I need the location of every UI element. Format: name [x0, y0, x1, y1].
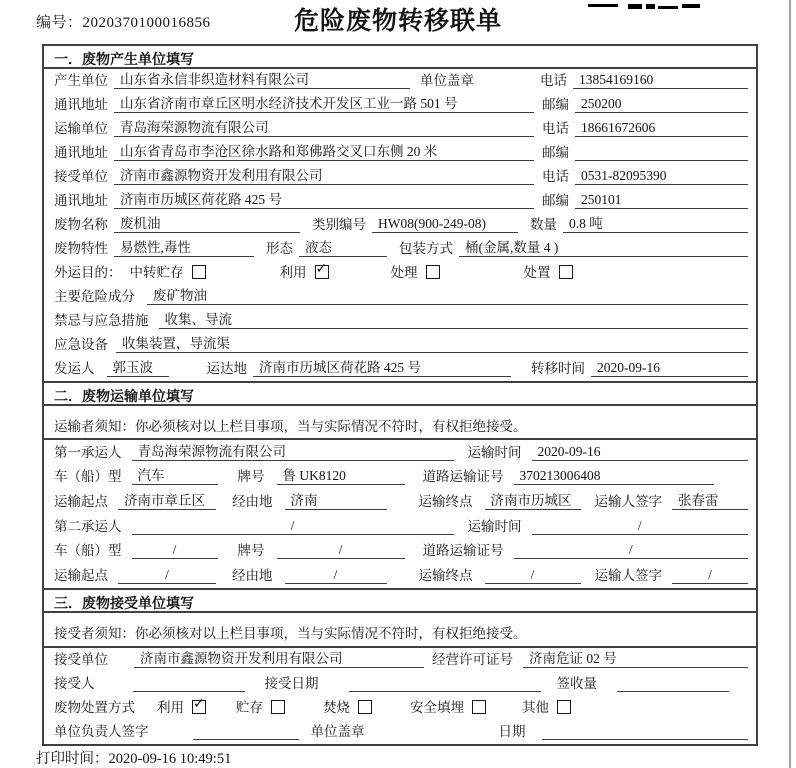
carrier-sign-label: 运输人签字	[594, 568, 662, 584]
packing-label: 包装方式	[399, 241, 453, 256]
waste-name-label: 废物名称	[54, 217, 108, 232]
receive-person-value	[133, 675, 245, 692]
option-label: 利用	[279, 265, 307, 280]
checkbox-icon	[557, 700, 571, 714]
option-label: 处置	[523, 265, 551, 280]
option-label: 贮存	[236, 700, 263, 715]
row-sender	[44, 357, 756, 381]
producer-label: 产生单位	[54, 73, 108, 88]
route-start-value: 济南市章丘区	[118, 492, 216, 510]
phone-value: 18661672606	[575, 119, 748, 137]
row-emergency-equipment	[44, 333, 756, 357]
receiver-notice: 接受者须知：你必须核对以上栏目事项，当与实际情况不符时，有权拒绝接受。	[44, 613, 756, 648]
row-route2	[44, 563, 756, 588]
receipt-qty-value	[617, 675, 729, 692]
address-value: 山东省济南市章丘区明水经济技术开发区工业一路 501 号	[114, 95, 534, 113]
option-label: 利用	[157, 700, 184, 715]
receipt-qty-label: 签收量	[556, 676, 597, 691]
address-label: 通讯地址	[54, 193, 108, 208]
waste-name-value: 废机油	[114, 215, 300, 233]
carrier-sign-label: 运输人签字	[594, 494, 662, 510]
route-via-value: /	[285, 566, 387, 584]
print-time-label: 打印时间：	[36, 751, 109, 767]
row-route1	[44, 489, 756, 514]
vehicle-type-label: 车（船）型	[54, 543, 122, 559]
purpose-option-use	[280, 264, 329, 281]
category-value: HW08(900-249-08)	[372, 215, 518, 233]
row-vehicle2	[44, 539, 756, 564]
row-producer	[44, 69, 756, 93]
vehicle-type-label: 车（船）型	[54, 469, 122, 485]
row-vehicle1	[44, 465, 756, 490]
zip-value: 250200	[575, 95, 748, 113]
transfer-time-value: 2020-09-16	[591, 359, 748, 377]
quantity-value: 0.8 吨	[563, 215, 748, 233]
character-label: 废物特性	[54, 241, 108, 256]
option-label: 中转贮存	[129, 265, 184, 280]
route-via-label: 经由地	[232, 494, 273, 510]
equipment-label: 应急设备	[54, 337, 108, 352]
phone-label: 电话	[542, 169, 569, 184]
road-permit-value: 370213006408	[514, 467, 714, 485]
qr-code-fragment	[588, 0, 700, 9]
road-permit-label: 道路运输证号	[422, 469, 504, 485]
transport-time-label: 运输时间	[467, 444, 522, 460]
option-label: 处理	[390, 265, 418, 280]
route-end-label: 运输终点	[418, 568, 473, 584]
disposal-option-landfill	[410, 699, 486, 716]
receive-unit-value: 济南市鑫源物资开发利用有限公司	[134, 650, 424, 668]
taboo-label: 禁忌与应急措施	[54, 313, 149, 328]
unit-stamp-label: 单位盖章	[310, 724, 365, 739]
phone-value: 0531-82095390	[575, 167, 748, 185]
manifest-table	[42, 44, 758, 746]
disposal-option-burn	[323, 699, 372, 716]
checkbox-icon	[358, 700, 372, 714]
carrier-sign-value: 张春雷	[672, 492, 748, 510]
transporter-notice: 运输者须知：你必须核对以上栏目事项，当与实际情况不符时，有权拒绝接受。	[44, 406, 756, 440]
route-end-value: /	[485, 566, 581, 584]
checkbox-icon	[315, 265, 329, 279]
route-end-value: 济南市历城区	[485, 492, 581, 510]
character-value: 易燃性,毒性	[114, 239, 254, 257]
phone-label: 电话	[540, 73, 567, 88]
row-purpose	[44, 261, 756, 285]
route-via-label: 经由地	[232, 568, 273, 584]
section3-header: 三．废物接受单位填写	[44, 590, 756, 613]
zip-label: 邮编	[542, 97, 569, 112]
sender-label: 发运人	[54, 361, 95, 376]
row-waste-character	[44, 237, 756, 261]
sender-value: 郭玉波	[107, 359, 169, 377]
address-value: 济南市历城区荷花路 425 号	[114, 191, 534, 209]
row-taboo-measures	[44, 309, 756, 333]
destination-value: 济南市历城区荷花路 425 号	[253, 359, 511, 377]
row-hazard-component	[44, 285, 756, 309]
carrier2-label: 第二承运人	[54, 518, 122, 534]
disposal-option-other	[522, 699, 571, 716]
zip-value: 250101	[575, 191, 748, 209]
route-via-value: 济南	[285, 492, 387, 510]
option-label: 焚烧	[323, 700, 350, 715]
plate-value: 鲁 UK8120	[277, 467, 405, 485]
print-time-value: 2020-09-16 10:49:51	[108, 751, 232, 767]
page-edge-line	[789, 0, 791, 768]
print-time	[36, 747, 231, 768]
doc-number-label: 编号：	[36, 15, 83, 31]
date-value	[542, 723, 749, 740]
carrier1-value: 青岛海荣源物流有限公司	[132, 443, 454, 461]
responsible-sign-value	[193, 723, 299, 740]
section1-header: 一．废物产生单位填写	[44, 46, 756, 69]
section3-body	[44, 648, 756, 744]
hazard-label: 主要危险成分	[54, 289, 135, 304]
phone-label: 电话	[542, 121, 569, 136]
transporter-value: 青岛海荣源物流有限公司	[114, 119, 534, 137]
carrier2-value: /	[132, 517, 454, 535]
checkbox-icon	[192, 700, 206, 714]
row-disposal-method	[44, 696, 756, 720]
row-transporter-address	[44, 141, 756, 165]
route-start-label: 运输起点	[54, 494, 108, 510]
carrier-sign-value: /	[672, 566, 748, 584]
receive-person-label: 接受人	[54, 676, 95, 691]
license-label: 经营许可证号	[432, 652, 513, 667]
purpose-option-transfer	[130, 264, 206, 281]
vehicle-type-value: /	[132, 541, 218, 559]
transporter-label: 运输单位	[54, 121, 108, 136]
address-value: 山东省青岛市李沧区徐水路和郑佛路交叉口东侧 20 米	[114, 143, 534, 161]
page-title: 危险废物转移联单	[293, 8, 502, 35]
packing-value: 桶(金属,数量 4 )	[459, 239, 748, 257]
transport-time-value: 2020-09-16	[532, 443, 749, 461]
option-label: 安全填埋	[410, 700, 464, 715]
row-receive-unit	[44, 648, 756, 672]
receive-unit-label: 接受单位	[54, 652, 108, 667]
address-label: 通讯地址	[54, 145, 108, 160]
road-permit-value: /	[514, 541, 749, 559]
producer-value: 山东省永信非织造材料有限公司	[114, 71, 410, 89]
form-label: 形态	[266, 241, 293, 256]
row-receive-person	[44, 672, 756, 696]
section2-header: 二．废物运输单位填写	[44, 383, 756, 406]
checkbox-icon	[426, 265, 440, 279]
zip-value	[575, 144, 748, 161]
license-value: 济南危证 02 号	[523, 650, 748, 668]
doc-number-value: 2020370100016856	[82, 15, 211, 31]
form-value: 液态	[299, 239, 387, 257]
plate-label: 牌号	[237, 543, 265, 559]
purpose-option-treat	[391, 264, 440, 281]
phone-value: 13854169160	[573, 71, 748, 89]
responsible-sign-label: 单位负责人签字	[54, 724, 149, 739]
disposal-label: 废物处置方式	[54, 700, 135, 715]
row-receiver-address	[44, 189, 756, 213]
checkbox-icon	[472, 700, 486, 714]
date-label: 日期	[498, 724, 526, 739]
hazard-value: 废矿物油	[147, 287, 748, 305]
checkbox-icon	[271, 700, 285, 714]
purpose-label: 外运目的：	[54, 265, 122, 280]
road-permit-label: 道路运输证号	[422, 543, 504, 559]
option-label: 其他	[522, 700, 549, 715]
checkbox-icon	[192, 265, 206, 279]
receive-date-value	[349, 675, 541, 692]
row-second-carrier	[44, 514, 756, 539]
section2-body	[44, 440, 756, 590]
row-receiver	[44, 165, 756, 189]
zip-label: 邮编	[542, 145, 569, 160]
carrier1-label: 第一承运人	[54, 444, 122, 460]
disposal-option-use	[157, 699, 206, 716]
section1-body	[44, 69, 756, 383]
row-producer-address	[44, 93, 756, 117]
taboo-value: 收集、导流	[159, 311, 749, 329]
disposal-option-store	[236, 699, 285, 716]
zip-label: 邮编	[542, 193, 569, 208]
equipment-value: 收集装置，导流渠	[116, 335, 748, 353]
route-start-value: /	[118, 566, 216, 584]
row-waste-name	[44, 213, 756, 237]
vehicle-type-value: 汽车	[132, 467, 218, 485]
plate-label: 牌号	[237, 469, 265, 485]
checkbox-icon	[559, 265, 573, 279]
receiver-value: 济南市鑫源物资开发利用有限公司	[114, 167, 534, 185]
destination-label: 运达地	[206, 361, 247, 376]
row-transporter	[44, 117, 756, 141]
row-first-carrier	[44, 440, 756, 465]
quantity-label: 数量	[530, 217, 557, 232]
transport-time-value: /	[532, 517, 749, 535]
transfer-time-label: 转移时间	[531, 361, 585, 376]
unit-stamp-label: 单位盖章	[420, 73, 474, 88]
receive-date-label: 接受日期	[264, 676, 319, 691]
transport-time-label: 运输时间	[467, 518, 522, 534]
route-end-label: 运输终点	[418, 494, 473, 510]
address-label: 通讯地址	[54, 97, 108, 112]
receiver-label: 接受单位	[54, 169, 108, 184]
category-label: 类别编号	[312, 217, 366, 232]
row-responsible-sign	[44, 720, 756, 744]
route-start-label: 运输起点	[54, 568, 108, 584]
purpose-option-dispose	[524, 264, 573, 281]
plate-value: /	[277, 541, 405, 559]
